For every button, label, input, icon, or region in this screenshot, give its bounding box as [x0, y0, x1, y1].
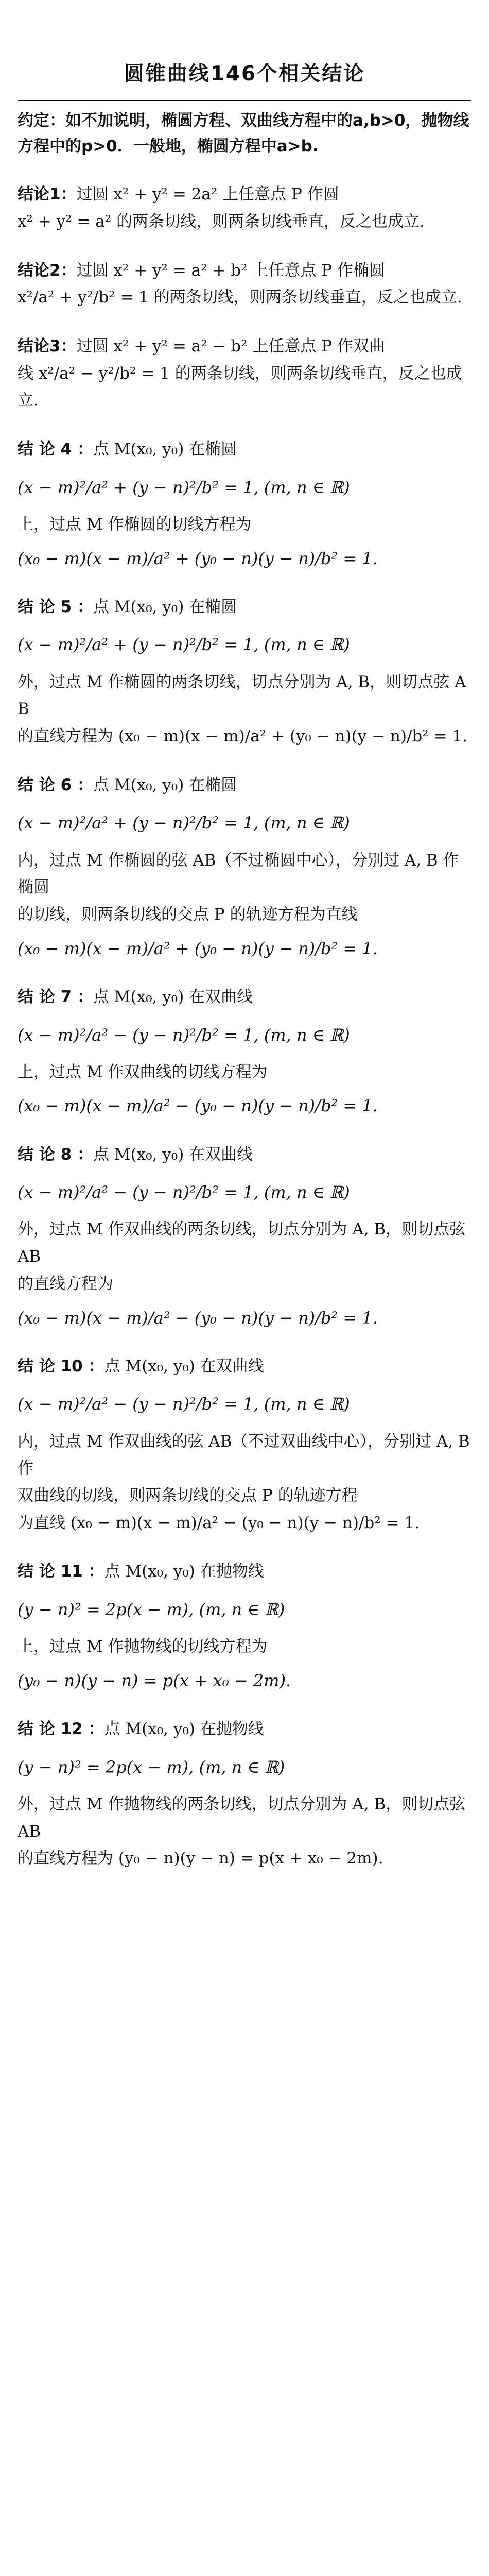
conclusion-text: 的直线方程为 (x₀ − m)(x − m)/a² + (y₀ − n)(y − n)/b² = 1.: [18, 727, 467, 745]
result-equation: (x₀ − m)(x − m)/a² − (y₀ − n)(y − n)/b² = 1.: [18, 1308, 378, 1328]
conclusion-line: [18, 1353, 471, 1380]
conic-equation: (x − m)²/a² + (y − n)²/b² = 1, (m, n ∈ ℝ): [18, 477, 350, 497]
conclusion-text: 上，过点 M 作抛物线的切线方程为: [18, 1637, 268, 1656]
conclusion-text: 点 M(x₀, y₀) 在双曲线: [104, 1357, 264, 1376]
conclusion-line: [18, 436, 471, 463]
conclusion-label: 结 论 12 ：: [18, 1720, 104, 1739]
conclusions-list: [18, 181, 471, 1872]
conclusion-block: [18, 1558, 471, 1694]
conclusion-label: 结论3：: [18, 336, 77, 355]
conclusion-text: x²/a² + y²/b² = 1 的两条切线，则两条切线垂直，反之也成立.: [18, 288, 462, 307]
conic-equation: (x − m)²/a² − (y − n)²/b² = 1, (m, n ∈ ℝ): [18, 1182, 350, 1202]
conclusion-text: 过圆 x² + y² = a² − b² 上任意点 P 作双曲: [76, 336, 385, 355]
conclusion-line: [18, 1716, 471, 1743]
conclusion-text: 外，过点 M 作双曲线的两条切线，切点分别为 A, B，则切点弦 AB: [18, 1220, 466, 1266]
conclusion-block: [18, 257, 471, 311]
conclusion-text: 的直线方程为: [18, 1274, 113, 1293]
conclusion-label: 结 论 7 ：: [18, 987, 93, 1006]
conclusion-text: 过圆 x² + y² = a² + b² 上任意点 P 作椭圆: [76, 261, 385, 280]
conclusion-line: [18, 1558, 471, 1585]
conclusion-text: 点 M(x₀, y₀) 在双曲线: [93, 1145, 253, 1164]
conclusion-label: 结论1：: [18, 185, 77, 204]
conclusion-block: [18, 1353, 471, 1537]
conclusion-text: 双曲线的切线，则两条切线的交点 P 的轨迹方程: [18, 1486, 358, 1505]
page-title: 圆锥曲线146个相关结论: [124, 62, 365, 86]
conclusion-label: 结 论 5 ：: [18, 597, 93, 616]
conclusion-block: [18, 436, 471, 572]
conclusion-text: 内，过点 M 作双曲线的弦 AB（不过双曲线中心），分别过 A, B 作: [18, 1432, 470, 1478]
conclusion-block: [18, 181, 471, 235]
conclusion-label: 结 论 6 ：: [18, 775, 93, 794]
conic-equation: (y − n)² = 2p(x − m), (m, n ∈ ℝ): [18, 1757, 285, 1777]
conclusion-text: 上，过点 M 作椭圆的切线方程为: [18, 515, 252, 534]
conclusion-text: 的切线，则两条切线的交点 P 的轨迹方程为直线: [18, 905, 358, 924]
conclusion-text: 线 x²/a² − y²/b² = 1 的两条切线，则两条切线垂直，反之也成立.: [18, 364, 462, 410]
conic-equation: (x − m)²/a² + (y − n)²/b² = 1, (m, n ∈ ℝ): [18, 813, 350, 833]
conic-equation: (x − m)²/a² + (y − n)²/b² = 1, (m, n ∈ ℝ): [18, 635, 350, 655]
conclusion-text: 为直线 (x₀ − m)(x − m)/a² − (y₀ − n)(y − n)/b² = 1.: [18, 1513, 420, 1532]
conclusion-text: 外，过点 M 作椭圆的两条切线，切点分别为 A, B，则切点弦 AB: [18, 672, 466, 719]
conclusion-text: 点 M(x₀, y₀) 在椭圆: [93, 440, 237, 459]
conclusion-text: 点 M(x₀, y₀) 在椭圆: [93, 775, 237, 794]
conic-equation: (y − n)² = 2p(x − m), (m, n ∈ ℝ): [18, 1600, 285, 1619]
conclusion-block: [18, 1141, 471, 1331]
conclusion-text: 点 M(x₀, y₀) 在抛物线: [104, 1720, 264, 1739]
result-equation: (x₀ − m)(x − m)/a² + (y₀ − n)(y − n)/b² = 1.: [18, 548, 378, 568]
conclusion-block: [18, 594, 471, 750]
conclusion-text: 内，过点 M 作椭圆的弦 AB（不过椭圆中心），分别过 A, B 作椭圆: [18, 851, 459, 897]
result-equation: (x₀ − m)(x − m)/a² − (y₀ − n)(y − n)/b² = 1.: [18, 1096, 378, 1116]
conic-equation: (x − m)²/a² − (y − n)²/b² = 1, (m, n ∈ ℝ): [18, 1025, 350, 1045]
conclusion-text: 的直线方程为 (y₀ − n)(y − n) = p(x + x₀ − 2m).: [18, 1849, 383, 1868]
conclusion-line: [18, 181, 471, 208]
conic-equation: (x − m)²/a² − (y − n)²/b² = 1, (m, n ∈ ℝ): [18, 1394, 350, 1414]
conclusion-text: 点 M(x₀, y₀) 在双曲线: [93, 987, 253, 1006]
conclusion-block: [18, 1716, 471, 1872]
result-equation: (y₀ − n)(y − n) = p(x + x₀ − 2m).: [18, 1670, 291, 1690]
conclusion-text: x² + y² = a² 的两条切线，则两条切线垂直，反之也成立.: [18, 212, 425, 231]
conclusion-text: 上，过点 M 作双曲线的切线方程为: [18, 1062, 268, 1081]
conclusion-line: [18, 984, 471, 1011]
conclusion-text: 过圆 x² + y² = 2a² 上任意点 P 作圆: [76, 185, 339, 204]
conclusion-line: [18, 772, 471, 799]
conclusion-label: 结 论 4 ：: [18, 440, 93, 459]
conclusion-label: 结 论 8 ：: [18, 1145, 93, 1164]
conclusion-block: [18, 772, 471, 962]
conclusion-line: [18, 257, 471, 284]
convention-note: 约定：如不加说明，椭圆方程、双曲线方程中的a,b>0，抛物线方程中的p>0．一般地，椭圆方程中a>b.: [18, 111, 469, 156]
conclusion-block: [18, 333, 471, 414]
conclusion-text: 外，过点 M 作抛物线的两条切线，切点分别为 A, B，则切点弦 AB: [18, 1794, 466, 1841]
conclusion-text: 点 M(x₀, y₀) 在抛物线: [104, 1562, 264, 1581]
conclusion-text: 点 M(x₀, y₀) 在椭圆: [93, 597, 237, 616]
conclusion-line: [18, 333, 471, 360]
conclusion-label: 结 论 10 ：: [18, 1357, 104, 1376]
conclusion-block: [18, 984, 471, 1120]
conclusion-line: [18, 594, 471, 621]
conclusion-line: [18, 1141, 471, 1168]
conclusion-label: 结论2：: [18, 261, 77, 280]
title-divider: [18, 100, 471, 101]
result-equation: (x₀ − m)(x − m)/a² + (y₀ − n)(y − n)/b² = 1.: [18, 938, 378, 958]
conclusion-label: 结 论 11 ：: [18, 1562, 104, 1581]
